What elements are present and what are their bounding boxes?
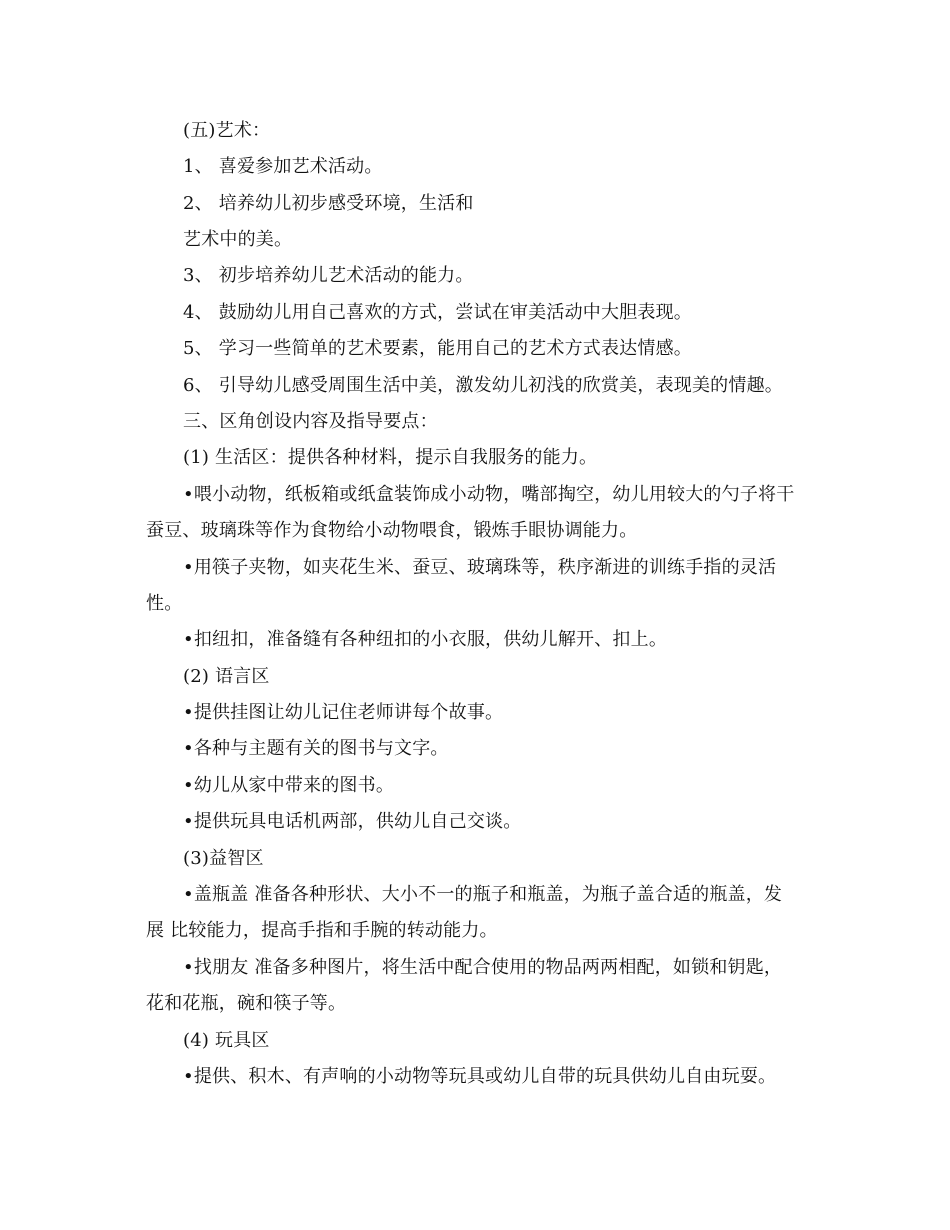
art-item-1: 1、 喜爱参加艺术活动。 [183, 156, 383, 177]
life-bullet-chopsticks: •用筷子夹物，如夹花生米、蚕豆、玻璃珠等，秩序渐进的训练手指的灵活 [183, 557, 777, 578]
toy-bullet-free-play: •提供、积木、有声响的小动物等玩具或幼儿自带的玩具供幼儿自由玩耍。 [183, 1066, 777, 1087]
corner-toy-heading: (4) 玩具区 [183, 1030, 270, 1051]
art-item-3: 3、 初步培养幼儿艺术活动的能力。 [183, 265, 474, 286]
puzzle-bullet-find-friends: •找朋友 准备多种图片，将生活中配合使用的物品两两相配，如锁和钥匙， [183, 957, 783, 978]
section-heading-corners: 三、区角创设内容及指导要点： [183, 411, 438, 432]
life-bullet-buttons: •扣纽扣，准备缝有各种纽扣的小衣服，供幼儿解开、扣上。 [183, 629, 668, 650]
language-bullet-wallcharts: •提供挂图让幼儿记住老师讲每个故事。 [183, 702, 504, 723]
art-item-5: 5、 学习一些简单的艺术要素，能用自己的艺术方式表达情感。 [183, 338, 692, 359]
corner-life-heading: (1) 生活区：提供各种材料，提示自我服务的能力。 [183, 447, 598, 468]
art-item-4: 4、 鼓励幼儿用自己喜欢的方式，尝试在审美活动中大胆表现。 [183, 302, 692, 323]
language-bullet-home-books: •幼儿从家中带来的图书。 [183, 775, 395, 796]
section-heading-art: (五)艺术： [183, 120, 271, 141]
language-bullet-telephones: •提供玩具电话机两部，供幼儿自己交谈。 [183, 811, 522, 832]
language-bullet-books-text: •各种与主题有关的图书与文字。 [183, 738, 449, 759]
art-item-6: 6、 引导幼儿感受周围生活中美，激发幼儿初浅的欣赏美，表现美的情趣。 [183, 375, 783, 396]
life-bullet-feed-animals: •喂小动物，纸板箱或纸盒装饰成小动物，嘴部掏空，幼儿用较大的勺子将干 [183, 484, 795, 505]
life-bullet-chopsticks-continued: 性。 [146, 593, 183, 614]
life-bullet-feed-animals-continued: 蚕豆、玻璃珠等作为食物给小动物喂食，锻炼手眼协调能力。 [146, 520, 638, 541]
puzzle-bullet-bottle-caps-continued: 展 比较能力，提高手指和手腕的转动能力。 [146, 920, 498, 941]
art-item-2: 2、 培养幼儿初步感受环境，生活和 [183, 193, 474, 214]
corner-puzzle-heading: (3)益智区 [183, 848, 264, 869]
corner-language-heading: (2) 语言区 [183, 666, 270, 687]
puzzle-bullet-find-friends-continued: 花和花瓶，碗和筷子等。 [146, 993, 347, 1014]
puzzle-bullet-bottle-caps: •盖瓶盖 准备各种形状、大小不一的瓶子和瓶盖，为瓶子盖合适的瓶盖，发 [183, 884, 783, 905]
art-item-2-continued: 艺术中的美。 [183, 229, 293, 250]
